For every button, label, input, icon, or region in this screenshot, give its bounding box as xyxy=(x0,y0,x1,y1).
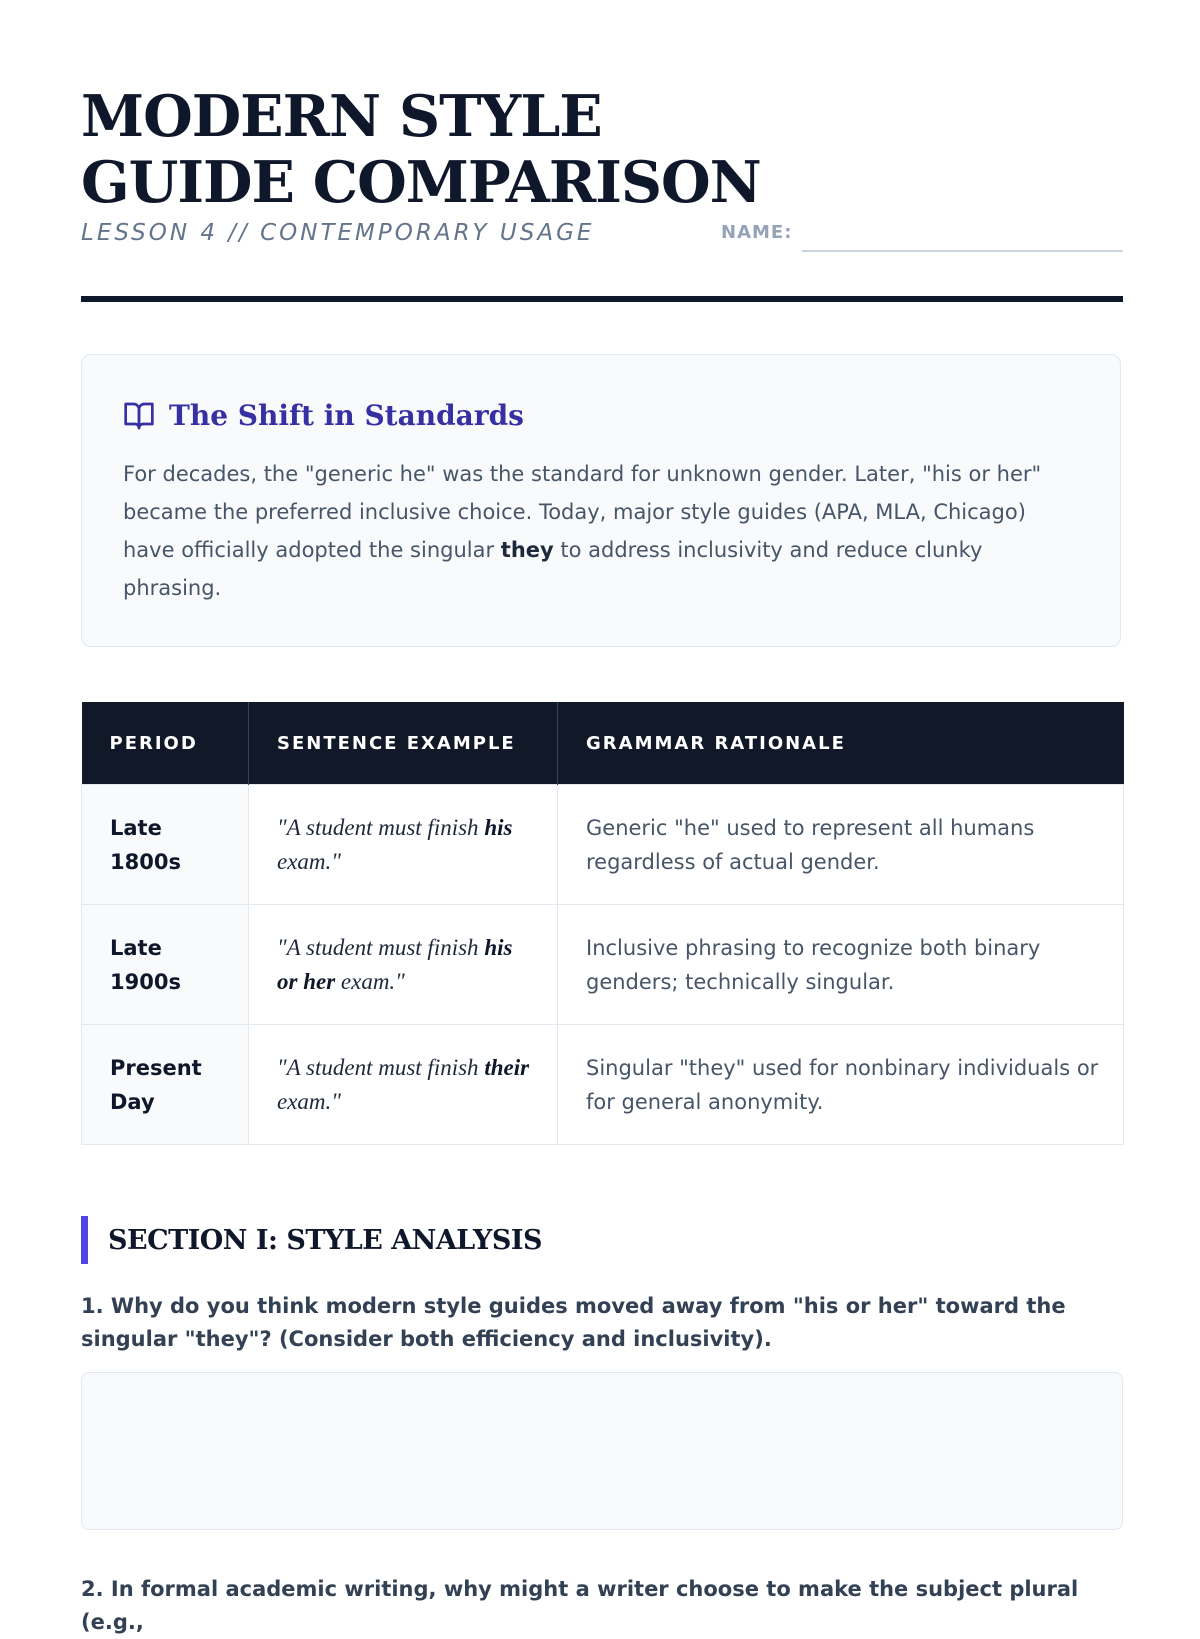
comparison-table xyxy=(81,702,1124,1145)
rationale-cell: Singular "they" used for nonbinary individuals or for general anonymity. xyxy=(558,1025,1124,1145)
question-1: 1. Why do you think modern style guides moved away from "his or her" toward the singular "they"? (Consider both efficiency and inclusivity). xyxy=(81,1294,1066,1351)
column-header-example: SENTENCE EXAMPLE xyxy=(249,702,558,785)
example-cell xyxy=(249,1025,558,1145)
title-line-2: GUIDE COMPARISON xyxy=(81,149,761,216)
section-heading: SECTION I: STYLE ANALYSIS xyxy=(81,1216,542,1264)
example-text-end: exam." xyxy=(277,1088,341,1114)
table-row xyxy=(82,785,1124,905)
callout-body-emphasis: they xyxy=(500,538,554,562)
table-row xyxy=(82,1025,1124,1145)
callout-body-text: For decades, the "generic he" was the standard for unknown gender. Later, "his or her" became the preferred inclusive choice. Today, major style guides (APA, MLA, Chicago) have officially adopted the singular xyxy=(123,462,1042,562)
example-text: "A student must finish xyxy=(277,934,485,960)
header-rule xyxy=(81,296,1123,302)
book-open-icon xyxy=(123,400,155,432)
name-field[interactable] xyxy=(802,250,1123,252)
title-line-1: MODERN STYLE xyxy=(81,83,602,150)
example-pronoun: their xyxy=(484,1054,530,1080)
example-cell xyxy=(249,905,558,1025)
example-text: "A student must finish xyxy=(277,814,485,840)
question-2: 2. In formal academic writing, why might a writer choose to make the subject plural (e.g., xyxy=(81,1577,1079,1634)
page-title xyxy=(81,84,761,216)
callout-body-text-end: to address inclusivity and reduce clunky phrasing. xyxy=(123,538,983,600)
table-row xyxy=(82,905,1124,1025)
answer-box-1[interactable] xyxy=(81,1372,1123,1530)
period-cell: Late 1800s xyxy=(82,785,249,905)
rationale-cell: Inclusive phrasing to recognize both binary genders; technically singular. xyxy=(558,905,1124,1025)
column-header-period: PERIOD xyxy=(82,702,249,785)
callout-body xyxy=(123,455,1053,607)
lesson-subtitle: LESSON 4 // CONTEMPORARY USAGE xyxy=(81,220,595,246)
period-cell: Present Day xyxy=(82,1025,249,1145)
example-pronoun: his or her xyxy=(277,934,513,994)
callout-heading xyxy=(123,399,524,432)
callout-title: The Shift in Standards xyxy=(169,399,524,432)
example-text-end: exam." xyxy=(335,968,405,994)
column-header-rationale: GRAMMAR RATIONALE xyxy=(558,702,1124,785)
period-cell: Late 1900s xyxy=(82,905,249,1025)
rationale-cell: Generic "he" used to represent all humans regardless of actual gender. xyxy=(558,785,1124,905)
example-text-end: exam." xyxy=(277,848,341,874)
worksheet-header xyxy=(81,84,1123,302)
info-callout xyxy=(81,354,1121,647)
example-cell xyxy=(249,785,558,905)
example-pronoun: his xyxy=(484,814,513,840)
name-label: NAME: xyxy=(721,222,793,243)
example-text: "A student must finish xyxy=(277,1054,485,1080)
table-header-row xyxy=(82,702,1124,785)
